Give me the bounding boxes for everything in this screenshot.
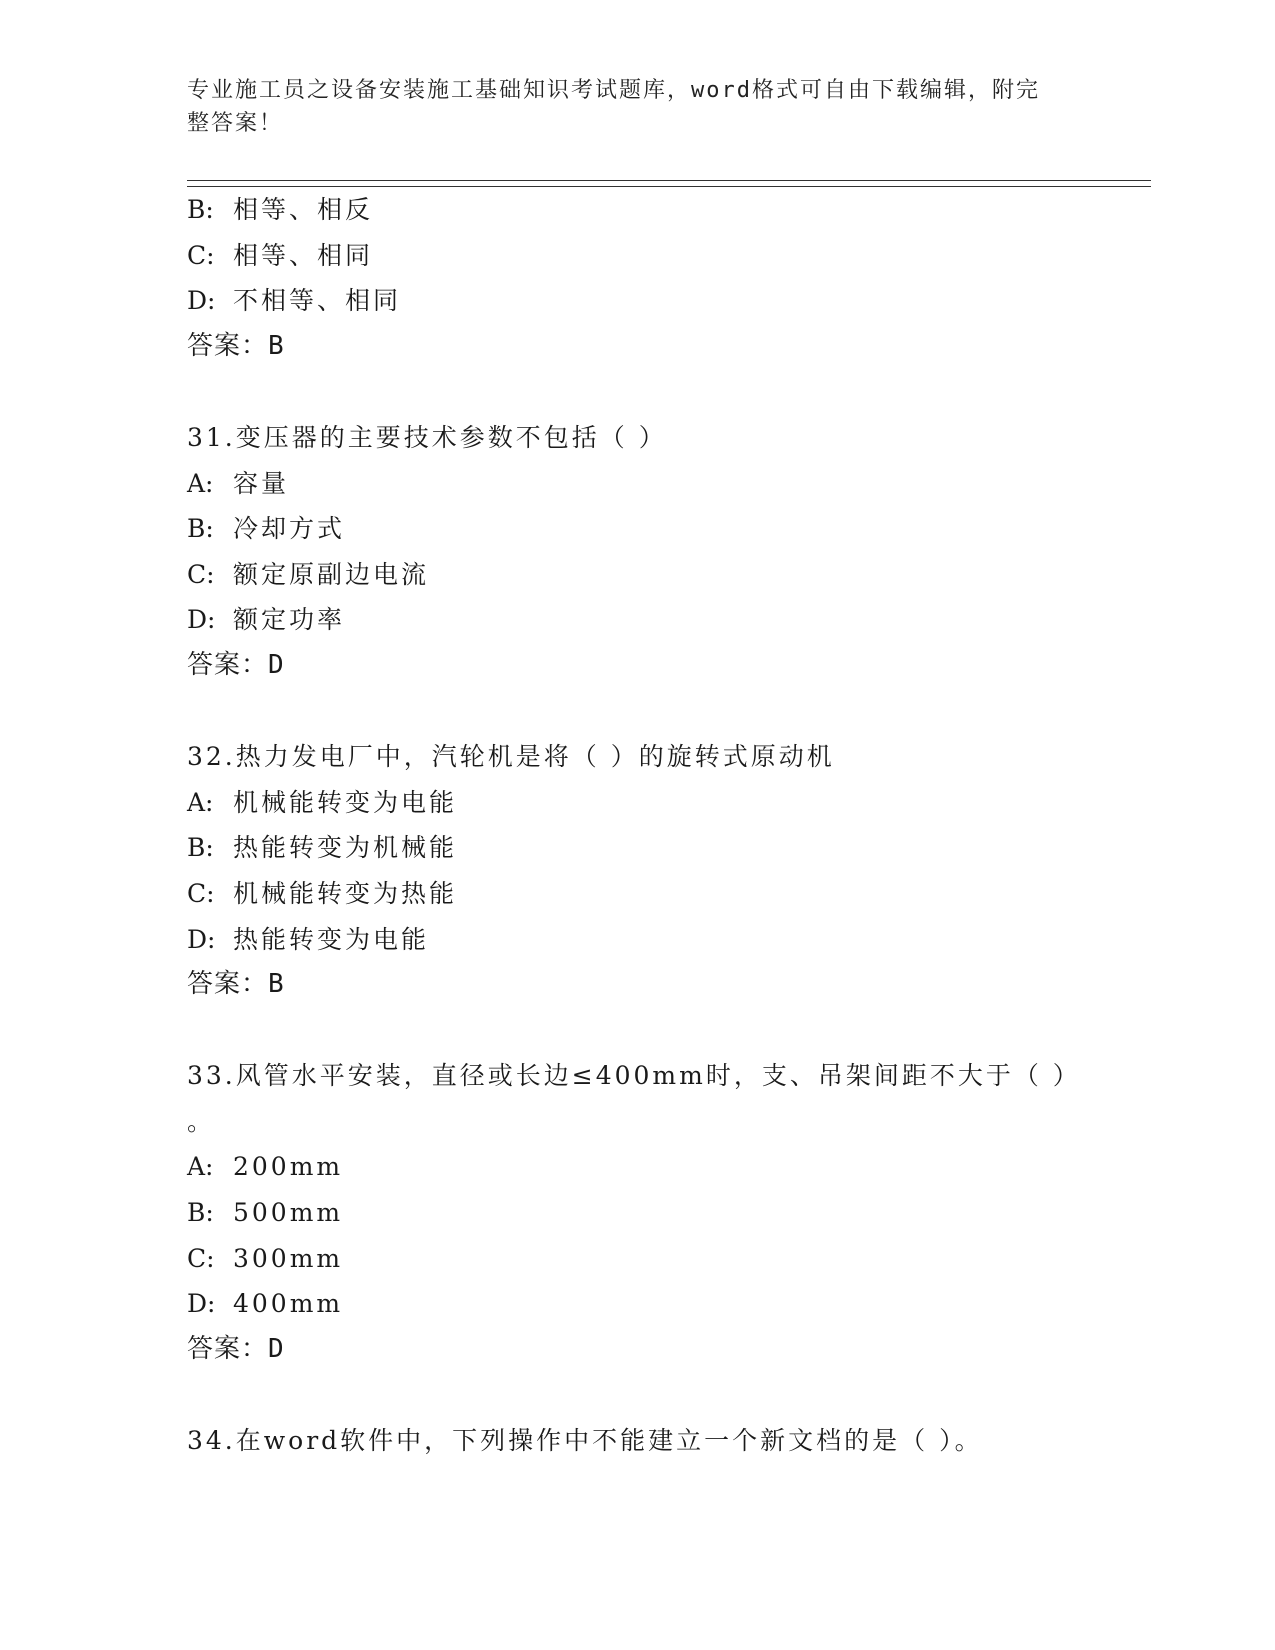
option-text: 额定功率 bbox=[233, 605, 346, 635]
option-text: 机械能转变为电能 bbox=[233, 787, 458, 817]
question-34 bbox=[187, 1418, 1117, 1464]
answer-line: 答案：D bbox=[187, 649, 285, 680]
spacer bbox=[187, 1372, 1117, 1418]
option-letter: B: bbox=[187, 195, 214, 224]
question-30-tail bbox=[187, 187, 1117, 369]
header-line-1: 专业施工员之设备安装施工基础知识考试题库，word格式可自由下载编辑，附完 bbox=[187, 78, 1040, 103]
option-letter: C: bbox=[187, 878, 215, 908]
option-c bbox=[187, 233, 1117, 279]
option-letter: D: bbox=[187, 924, 216, 954]
option-text: 200mm bbox=[233, 1152, 344, 1182]
header-double-rule bbox=[187, 180, 1151, 187]
question-stem: 31.变压器的主要技术参数不包括（ ） bbox=[187, 422, 667, 452]
option-text: 相等、相反 bbox=[233, 195, 374, 224]
option-b bbox=[187, 825, 1117, 871]
option-b bbox=[187, 1190, 1117, 1236]
option-d bbox=[187, 917, 1117, 963]
option-letter: C: bbox=[187, 1243, 215, 1273]
option-text: 500mm bbox=[233, 1198, 344, 1228]
option-c bbox=[187, 871, 1117, 917]
option-letter: B: bbox=[187, 833, 214, 863]
option-text: 400mm bbox=[233, 1289, 344, 1319]
option-text: 容量 bbox=[233, 468, 290, 498]
option-letter: C: bbox=[187, 559, 215, 589]
option-text: 机械能转变为热能 bbox=[233, 878, 458, 908]
option-text: 300mm bbox=[233, 1243, 344, 1273]
option-a bbox=[187, 461, 1117, 507]
answer-line: 答案：D bbox=[187, 1333, 285, 1364]
option-a bbox=[187, 1144, 1117, 1190]
option-letter: A: bbox=[187, 787, 214, 817]
question-stem: 33.风管水平安装，直径或长边≤400mm时，支、吊架间距不大于（ ） bbox=[187, 1061, 1081, 1091]
question-stem: 34.在word软件中，下列操作中不能建立一个新文档的是（ ）。 bbox=[187, 1426, 983, 1456]
option-letter: B: bbox=[187, 514, 214, 544]
option-d bbox=[187, 597, 1117, 643]
option-text: 额定原副边电流 bbox=[233, 559, 430, 589]
answer-line: 答案：B bbox=[187, 330, 285, 361]
spacer bbox=[187, 689, 1117, 735]
option-letter: D: bbox=[187, 605, 216, 635]
question-33 bbox=[187, 1053, 1117, 1372]
option-a bbox=[187, 780, 1117, 826]
question-32 bbox=[187, 734, 1117, 1008]
option-d bbox=[187, 1281, 1117, 1327]
option-c bbox=[187, 1236, 1117, 1282]
option-d bbox=[187, 278, 1117, 324]
spacer bbox=[187, 1008, 1117, 1054]
question-list bbox=[187, 187, 1117, 1464]
option-text: 热能转变为电能 bbox=[233, 924, 430, 954]
spacer bbox=[187, 369, 1117, 415]
page-header bbox=[187, 74, 1067, 140]
header-line-2: 整答案！ bbox=[187, 111, 284, 136]
option-text: 热能转变为机械能 bbox=[233, 833, 458, 863]
question-31 bbox=[187, 415, 1117, 689]
option-letter: D: bbox=[187, 1289, 216, 1319]
option-text: 相等、相同 bbox=[233, 240, 374, 270]
option-letter: A: bbox=[187, 468, 214, 498]
option-letter: A: bbox=[187, 1152, 214, 1182]
question-stem-continuation: 。 bbox=[187, 1106, 213, 1136]
option-c bbox=[187, 552, 1117, 598]
option-text: 不相等、相同 bbox=[233, 286, 402, 316]
option-letter: B: bbox=[187, 1198, 214, 1228]
option-text: 冷却方式 bbox=[233, 514, 346, 544]
option-letter: D: bbox=[187, 286, 216, 316]
option-b bbox=[187, 506, 1117, 552]
option-b bbox=[187, 187, 1117, 233]
option-letter: C: bbox=[187, 240, 215, 270]
question-stem: 32.热力发电厂中，汽轮机是将（ ）的旋转式原动机 bbox=[187, 742, 835, 772]
answer-line: 答案：B bbox=[187, 969, 285, 1000]
